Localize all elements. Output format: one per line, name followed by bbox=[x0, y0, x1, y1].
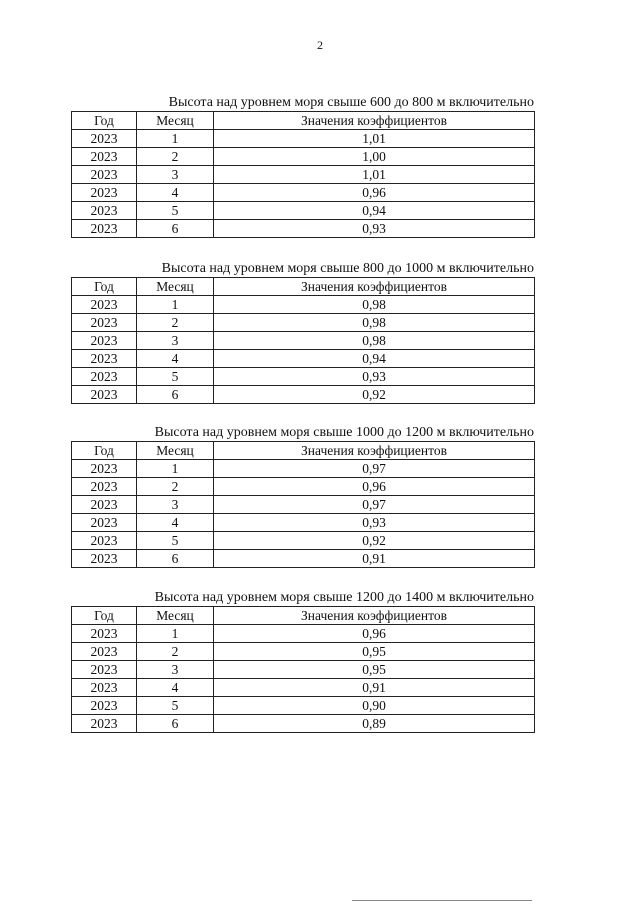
cell-value: 0,96 bbox=[214, 184, 535, 202]
table-row bbox=[72, 643, 535, 661]
cell-value: 0,97 bbox=[214, 496, 535, 514]
cell-year: 2023 bbox=[72, 350, 137, 368]
header-year: Год bbox=[72, 442, 137, 460]
cell-value: 1,00 bbox=[214, 148, 535, 166]
cell-year: 2023 bbox=[72, 184, 137, 202]
cell-year: 2023 bbox=[72, 202, 137, 220]
cell-year: 2023 bbox=[72, 514, 137, 532]
cell-value: 0,93 bbox=[214, 514, 535, 532]
cell-value: 0,98 bbox=[214, 314, 535, 332]
table-row bbox=[72, 460, 535, 478]
table-header-row bbox=[72, 607, 535, 625]
cell-year: 2023 bbox=[72, 697, 137, 715]
cell-year: 2023 bbox=[72, 643, 137, 661]
cell-month: 4 bbox=[137, 350, 214, 368]
cell-month: 1 bbox=[137, 296, 214, 314]
cell-value: 0,89 bbox=[214, 715, 535, 733]
table-row bbox=[72, 220, 535, 238]
cell-month: 6 bbox=[137, 386, 214, 404]
cell-year: 2023 bbox=[72, 532, 137, 550]
cell-year: 2023 bbox=[72, 478, 137, 496]
cell-year: 2023 bbox=[72, 496, 137, 514]
table-row bbox=[72, 166, 535, 184]
header-value: Значения коэффициентов bbox=[214, 278, 535, 296]
header-value: Значения коэффициентов bbox=[214, 442, 535, 460]
cell-month: 2 bbox=[137, 643, 214, 661]
cell-month: 3 bbox=[137, 332, 214, 350]
cell-year: 2023 bbox=[72, 625, 137, 643]
cell-value: 1,01 bbox=[214, 166, 535, 184]
coefficient-table bbox=[71, 111, 535, 238]
table-header-row bbox=[72, 112, 535, 130]
cell-value: 0,98 bbox=[214, 296, 535, 314]
table-row bbox=[72, 332, 535, 350]
cell-month: 2 bbox=[137, 148, 214, 166]
cell-value: 0,95 bbox=[214, 643, 535, 661]
cell-month: 5 bbox=[137, 368, 214, 386]
header-month: Месяц bbox=[137, 278, 214, 296]
cell-year: 2023 bbox=[72, 368, 137, 386]
table-row bbox=[72, 532, 535, 550]
block-title: Высота над уровнем моря свыше 600 до 800 м включительно bbox=[168, 95, 534, 110]
cell-month: 2 bbox=[137, 314, 214, 332]
coefficient-table bbox=[71, 441, 535, 568]
cell-year: 2023 bbox=[72, 715, 137, 733]
cell-value: 0,94 bbox=[214, 202, 535, 220]
cell-month: 1 bbox=[137, 625, 214, 643]
cell-value: 0,97 bbox=[214, 460, 535, 478]
cell-month: 3 bbox=[137, 166, 214, 184]
cell-month: 4 bbox=[137, 679, 214, 697]
table-row bbox=[72, 514, 535, 532]
table-row bbox=[72, 661, 535, 679]
table-row bbox=[72, 478, 535, 496]
header-month: Месяц bbox=[137, 112, 214, 130]
header-year: Год bbox=[72, 607, 137, 625]
table-row bbox=[72, 202, 535, 220]
table-row bbox=[72, 715, 535, 733]
cell-value: 0,91 bbox=[214, 550, 535, 568]
table-row bbox=[72, 625, 535, 643]
coefficient-table bbox=[71, 606, 535, 733]
cell-month: 3 bbox=[137, 661, 214, 679]
cell-year: 2023 bbox=[72, 386, 137, 404]
block-title: Высота над уровнем моря свыше 1200 до 1400 м включительно bbox=[154, 590, 534, 605]
cell-month: 5 bbox=[137, 697, 214, 715]
cell-year: 2023 bbox=[72, 661, 137, 679]
cell-value: 0,91 bbox=[214, 679, 535, 697]
header-month: Месяц bbox=[137, 442, 214, 460]
header-value: Значения коэффициентов bbox=[214, 607, 535, 625]
table-row bbox=[72, 496, 535, 514]
header-year: Год bbox=[72, 278, 137, 296]
cell-year: 2023 bbox=[72, 166, 137, 184]
cell-value: 0,93 bbox=[214, 220, 535, 238]
cell-month: 4 bbox=[137, 184, 214, 202]
cell-value: 0,96 bbox=[214, 478, 535, 496]
coefficient-table bbox=[71, 277, 535, 404]
scan-edge-mark bbox=[352, 900, 532, 901]
cell-month: 6 bbox=[137, 220, 214, 238]
cell-month: 6 bbox=[137, 715, 214, 733]
cell-month: 4 bbox=[137, 514, 214, 532]
coefficient-block-1200-1400 bbox=[71, 590, 534, 733]
cell-value: 0,92 bbox=[214, 532, 535, 550]
table-row bbox=[72, 296, 535, 314]
cell-month: 2 bbox=[137, 478, 214, 496]
cell-value: 0,96 bbox=[214, 625, 535, 643]
table-row bbox=[72, 368, 535, 386]
page-number: 2 bbox=[317, 38, 323, 52]
header-month: Месяц bbox=[137, 607, 214, 625]
cell-value: 0,93 bbox=[214, 368, 535, 386]
cell-year: 2023 bbox=[72, 314, 137, 332]
cell-year: 2023 bbox=[72, 460, 137, 478]
block-title: Высота над уровнем моря свыше 1000 до 1200 м включительно bbox=[154, 425, 534, 440]
cell-value: 0,95 bbox=[214, 661, 535, 679]
cell-month: 5 bbox=[137, 202, 214, 220]
table-row bbox=[72, 314, 535, 332]
table-row bbox=[72, 350, 535, 368]
cell-value: 0,94 bbox=[214, 350, 535, 368]
table-row bbox=[72, 550, 535, 568]
cell-year: 2023 bbox=[72, 296, 137, 314]
coefficient-block-600-800 bbox=[71, 95, 534, 238]
cell-value: 1,01 bbox=[214, 130, 535, 148]
table-header-row bbox=[72, 442, 535, 460]
cell-year: 2023 bbox=[72, 148, 137, 166]
block-title: Высота над уровнем моря свыше 800 до 1000 м включительно bbox=[161, 261, 534, 276]
cell-month: 1 bbox=[137, 460, 214, 478]
table-row bbox=[72, 679, 535, 697]
coefficient-block-800-1000 bbox=[71, 261, 534, 404]
cell-value: 0,90 bbox=[214, 697, 535, 715]
header-value: Значения коэффициентов bbox=[214, 112, 535, 130]
table-header-row bbox=[72, 278, 535, 296]
table-row bbox=[72, 184, 535, 202]
header-year: Год bbox=[72, 112, 137, 130]
table-row bbox=[72, 130, 535, 148]
table-row bbox=[72, 386, 535, 404]
cell-year: 2023 bbox=[72, 550, 137, 568]
cell-year: 2023 bbox=[72, 332, 137, 350]
cell-month: 3 bbox=[137, 496, 214, 514]
cell-value: 0,92 bbox=[214, 386, 535, 404]
table-row bbox=[72, 697, 535, 715]
coefficient-block-1000-1200 bbox=[71, 425, 534, 568]
cell-year: 2023 bbox=[72, 220, 137, 238]
cell-month: 5 bbox=[137, 532, 214, 550]
cell-year: 2023 bbox=[72, 679, 137, 697]
table-row bbox=[72, 148, 535, 166]
cell-value: 0,98 bbox=[214, 332, 535, 350]
cell-year: 2023 bbox=[72, 130, 137, 148]
cell-month: 1 bbox=[137, 130, 214, 148]
cell-month: 6 bbox=[137, 550, 214, 568]
